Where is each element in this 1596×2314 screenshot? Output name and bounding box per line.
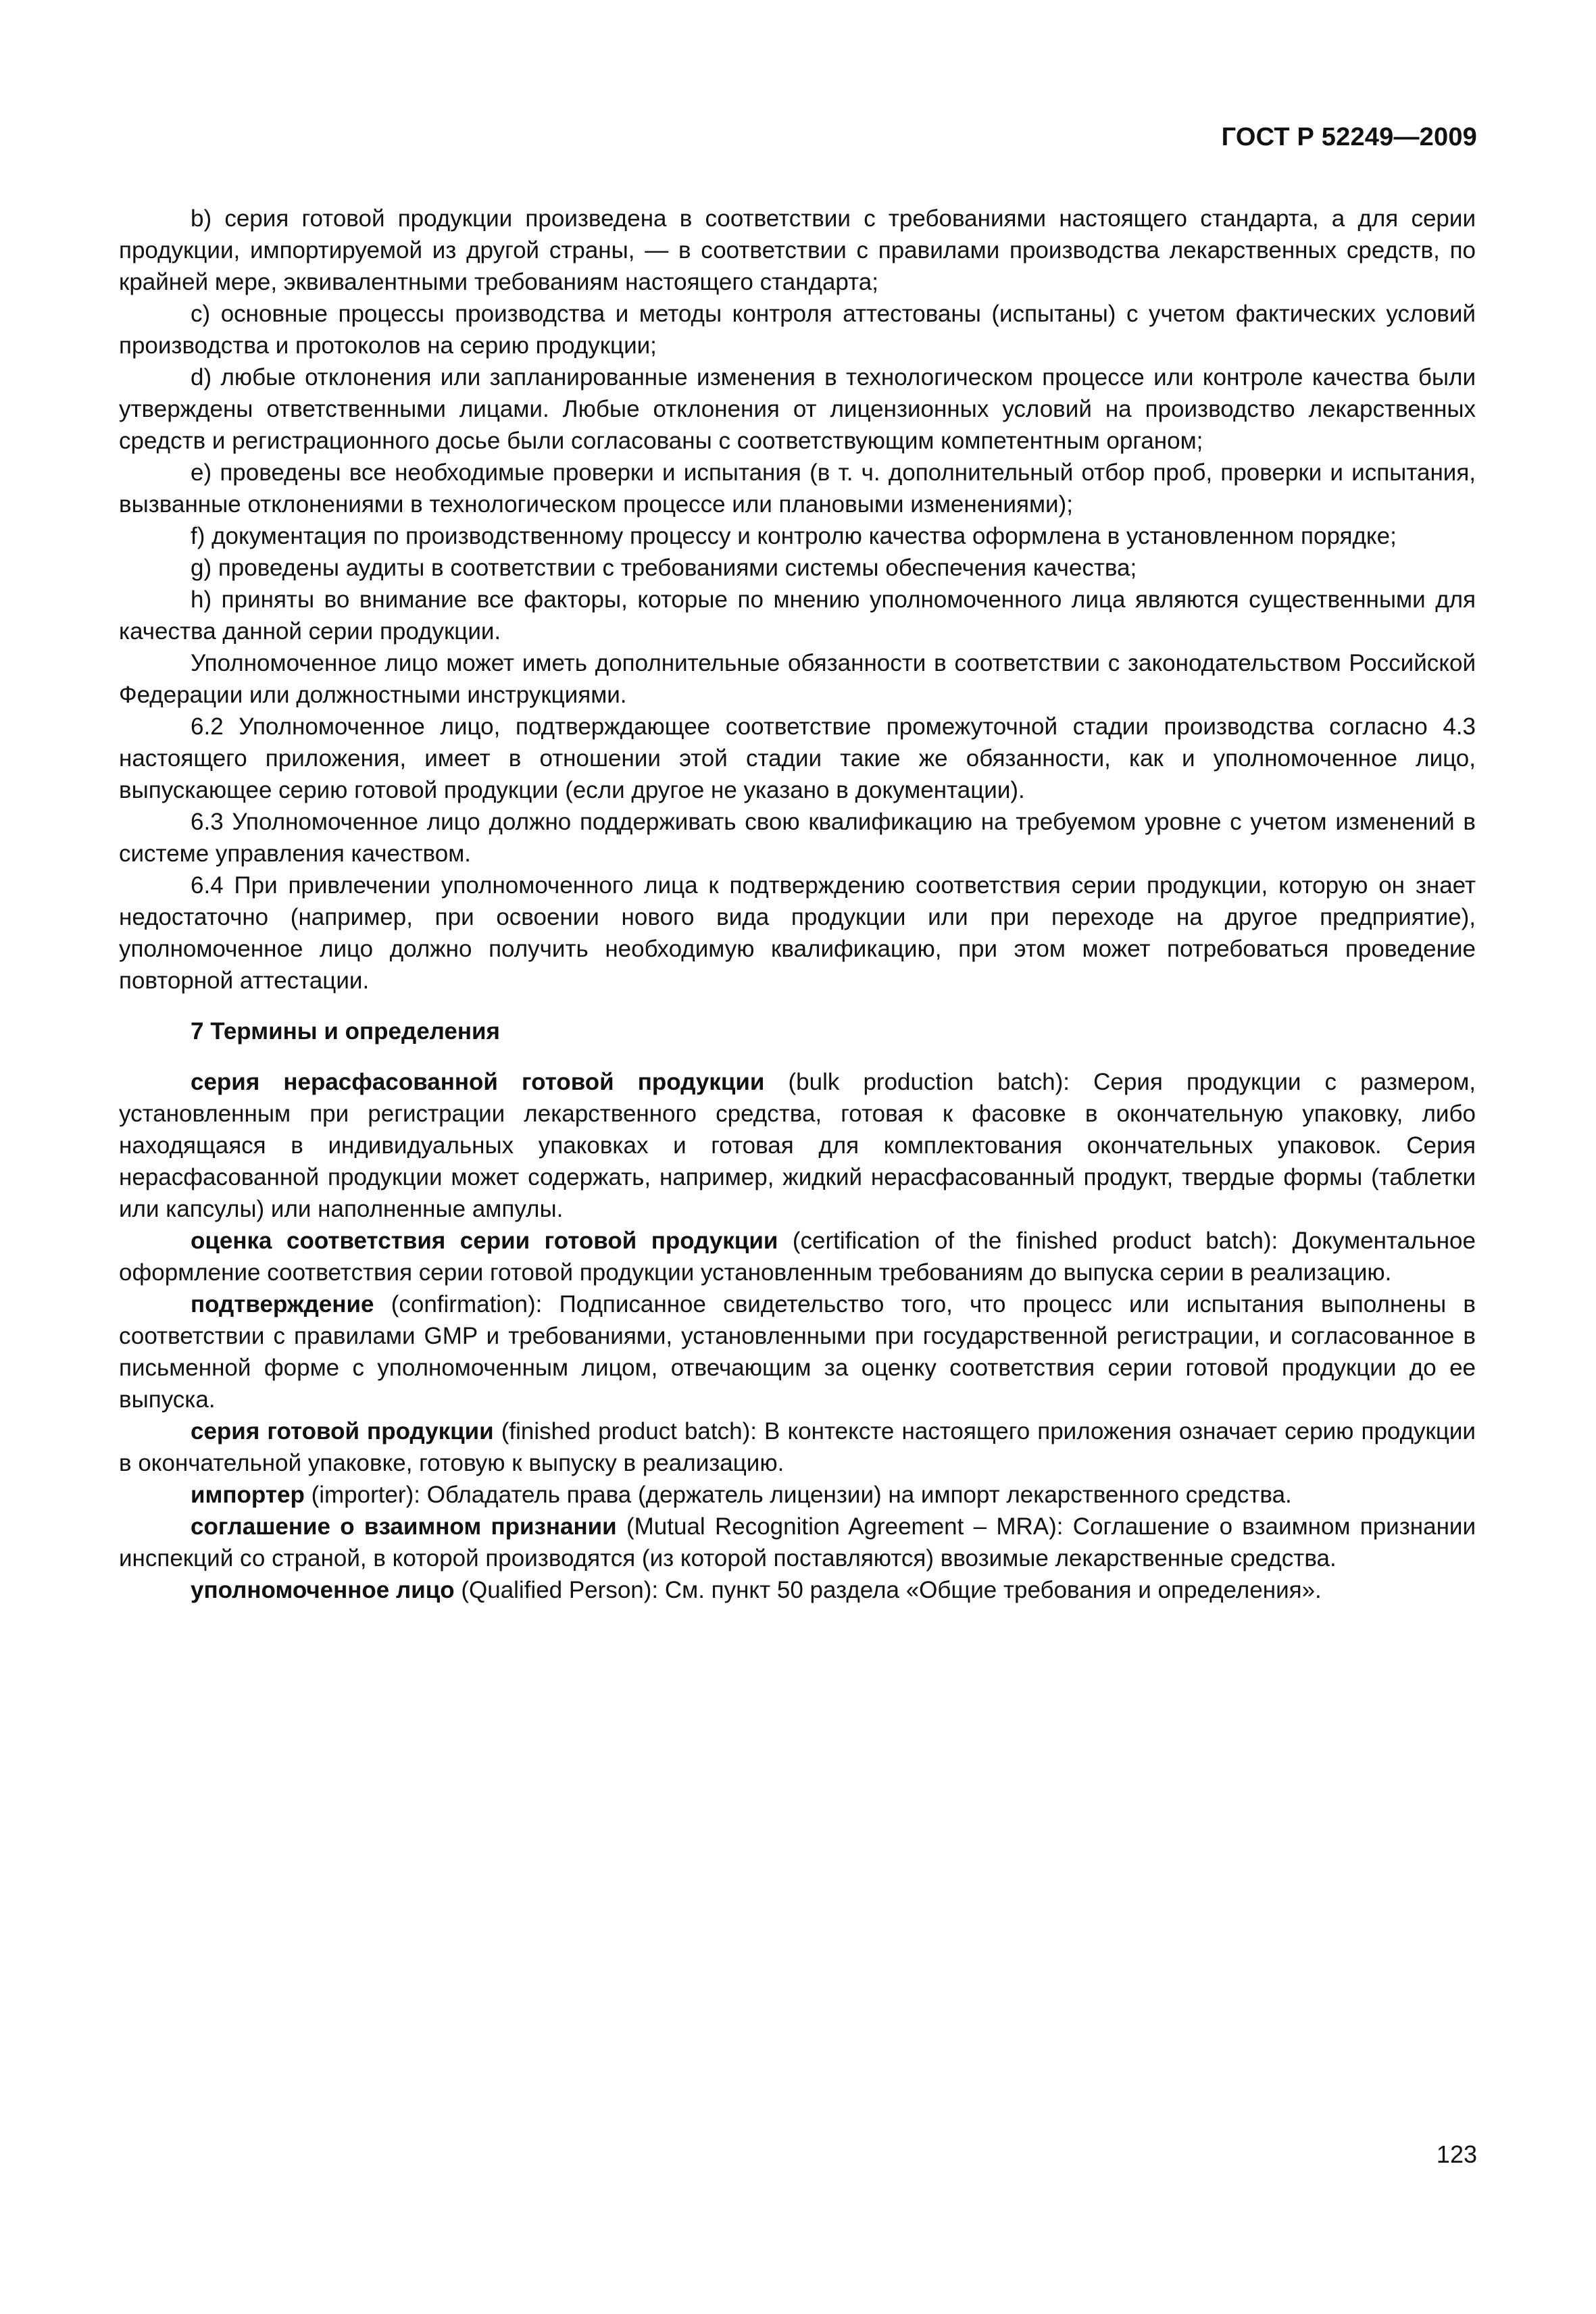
paragraph-6-3: 6.3 Уполномоченное лицо должно поддерживать свою квалификацию на требуемом уровне с учетом изменений в системе управления качеством. xyxy=(119,809,1476,867)
paragraph-item-b: b) серия готовой продукции произведена в соответствии с требованиями настоящего стандарта, а для серии продукции, импортируемой из другой страны, — в соответствии с правилами производства лекарственных средств, по крайней мере, эквивалентными требованиям настоящего стандарта; xyxy=(119,205,1476,295)
paragraph-item-g: g) проведены аудиты в соответствии с требованиями системы обеспечения качества; xyxy=(191,555,1137,581)
term-name: уполномоченное лицо xyxy=(191,1577,455,1603)
paragraph-item-d: d) любые отклонения или запланированные изменения в технологическом процессе или контроле качества были утверждены ответственными лицами. Любые отклонения от лицензионных условий на производство лекарственных средств и регистрационного досье были согласованы с соответствующим компетентным органом; xyxy=(119,364,1476,454)
term-name: серия нерасфасованной готовой продукции xyxy=(191,1069,765,1095)
document-body xyxy=(119,203,1476,1606)
page-number: 123 xyxy=(1436,2140,1477,2168)
paragraph-6-4: 6.4 При привлечении уполномоченного лица к подтверждению соответствия серии продукции, которую он знает недостаточно (например, при освоении нового вида продукции или при переходе на другое предприятие), уполномоченное лицо должно получить необходимую квалификацию, при этом может потребоваться проведение повторной аттестации. xyxy=(119,872,1476,994)
term-name: подтверждение xyxy=(191,1291,374,1317)
term-text: (finished product batch): В контексте настоящего приложения означает серию продукции в окончательной упаковке, готовую к выпуску в реализацию. xyxy=(119,1418,1476,1476)
term-text: (Mutual Recognition Agreement – MRA): Соглашение о взаимном признании инспекций со страной, в которой производятся (из которой поставляются) ввозимые лекарственные средства. xyxy=(119,1513,1476,1571)
term-text: (Qualified Person): См. пункт 50 раздела «Общие требования и определения». xyxy=(454,1577,1322,1603)
term-definition xyxy=(119,1225,1476,1288)
term-definition xyxy=(119,1574,1476,1606)
paragraph-item-f: f) документация по производственному процессу и контролю качества оформлена в установленном порядке; xyxy=(191,523,1397,549)
term-text: (certification of the finished product batch): Документальное оформление соответствия серии готовой продукции установленным требованиям до выпуска серии в реализацию. xyxy=(119,1228,1476,1286)
term-definition xyxy=(119,1415,1476,1479)
term-name: импортер xyxy=(191,1482,305,1508)
section-7-heading: 7 Термины и определения xyxy=(191,1018,500,1045)
term-definition xyxy=(119,1511,1476,1574)
term-definition xyxy=(119,1066,1476,1225)
term-definition xyxy=(119,1288,1476,1415)
document-number-header: ГОСТ Р 52249—2009 xyxy=(1221,123,1477,151)
paragraph-6-2: 6.2 Уполномоченное лицо, подтверждающее соответствие промежуточной стадии производства согласно 4.3 настоящего приложения, имеет в отношении этой стадии такие же обязанности, как и уполномоченное лицо, выпускающее серию готовой продукции (если другое не указано в документации). xyxy=(119,713,1476,803)
term-definition xyxy=(119,1479,1476,1511)
paragraph-item-e: е) проведены все необходимые проверки и испытания (в т. ч. дополнительный отбор проб, проверки и испытания, вызванные отклонениями в технологическом процессе или плановыми изменениями); xyxy=(119,459,1476,518)
term-text: (confirmation): Подписанное свидетельство того, что процесс или испытания выполнены в соответствии с правилами GMP и требованиями, установленными при государственной регистрации, и согласованное в письменной форме с уполномоченным лицом, отвечающим за оценку соответствия серии готовой продукции до ее выпуска. xyxy=(119,1291,1476,1413)
term-name: оценка соответствия серии готовой продукции xyxy=(191,1228,778,1254)
term-name: соглашение о взаимном признании xyxy=(191,1513,617,1540)
paragraph-additional-duties: Уполномоченное лицо может иметь дополнительные обязанности в соответствии с законодательством Российской Федерации или должностными инструкциями. xyxy=(119,650,1476,708)
term-name: серия готовой продукции xyxy=(191,1418,494,1444)
term-text: (importer): Обладатель права (держатель лицензии) на импорт лекарственного средства. xyxy=(304,1482,1292,1508)
term-text: (bulk production batch): Серия продукции с размером, установленным при регистрации лекарственного средства, готовая к фасовке в окончательную упаковку, либо находящаяся в индивидуальных упаковках и готовая для комплектования окончательных упаковок. Серия нерасфасованной продукции может содержать, например, жидкий нерасфасованный продукт, твердые формы (таблетки или капсулы) или наполненные ампулы. xyxy=(119,1069,1476,1222)
paragraph-item-c: с) основные процессы производства и методы контроля аттестованы (испытаны) с учетом фактических условий производства и протоколов на серию продукции; xyxy=(119,301,1476,359)
paragraph-item-h: h) приняты во внимание все факторы, которые по мнению уполномоченного лица являются существенными для качества данной серии продукции. xyxy=(119,586,1476,645)
